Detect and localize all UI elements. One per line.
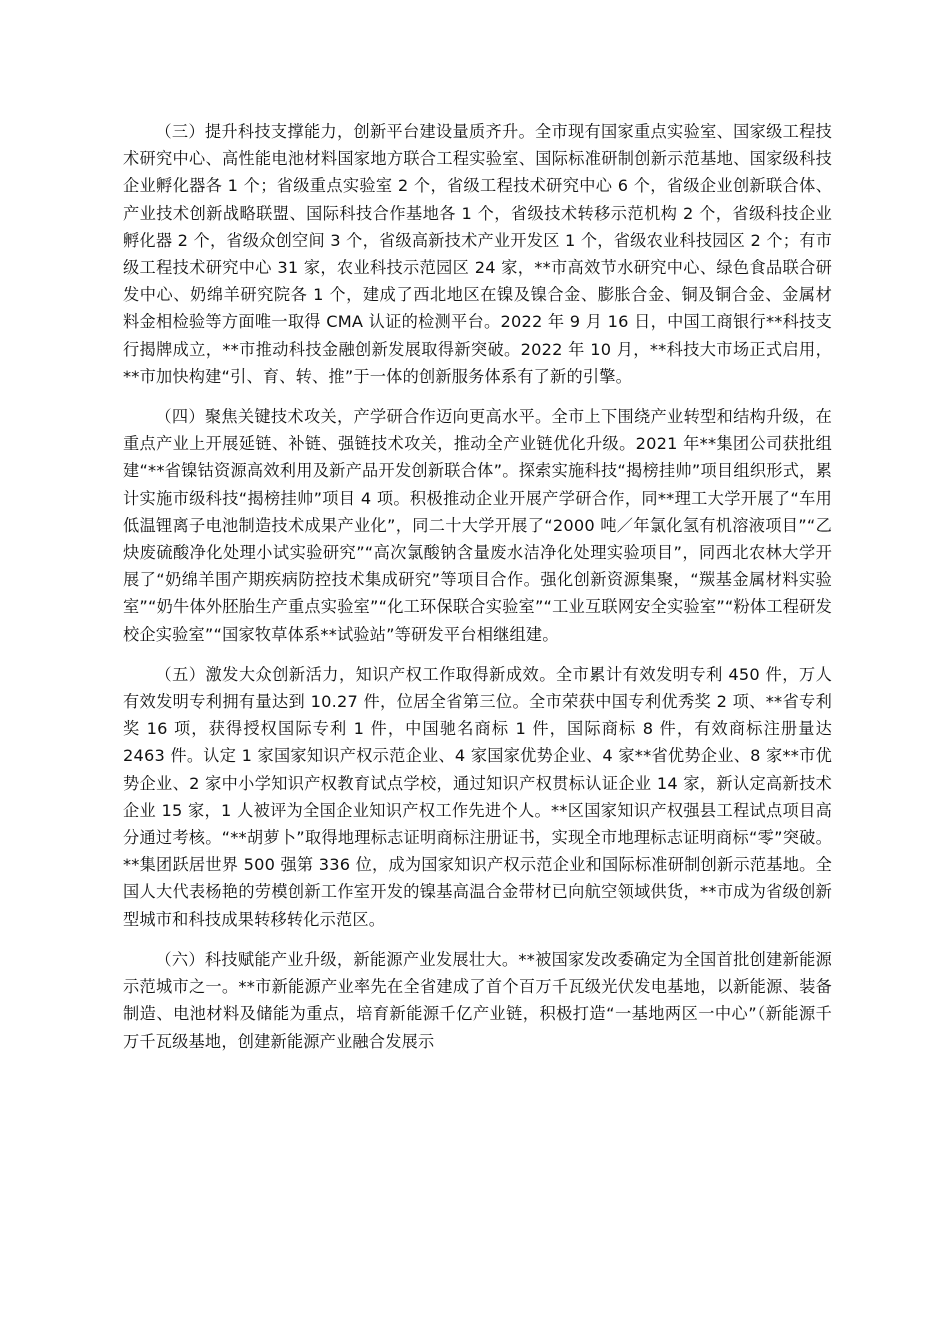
paragraph-new-energy: （六）科技赋能产业升级，新能源产业发展壮大。**被国家发改委确定为全国首批创建新能源示范城市之一。**市新能源产业率先在全省建成了首个百万千瓦级光伏发电基地，以新能源、装备制造、电池材料及储能为重点，培育新能源千亿产业链，积极打造“一基地两区一中心”（新能源千万千瓦级基地，创建新能源产业融合发展示 xyxy=(123,949,832,1051)
paragraph-platform-construction: （三）提升科技支撑能力，创新平台建设量质齐升。全市现有国家重点实验室、国家级工程技术研究中心、高性能电池材料国家地方联合工程实验室、国际标准研制创新示范基地、国家级科技企业孵化器各 1 个；省级重点实验室 2 个，省级工程技术研究中心 6 个，省级企业创新联合体、产业技术创新战略联盟、国际科技合作基地各 1 个，省级技术转移示范机构 2 个，省级科技企业孵化器 2 个，省级众创空间 3 个，省级高新技术产业开发区 1 个，省级农业科技园区 2 个；有市级工程技术研究中心 31 家，农业科技示范园区 24 家，**市高效节水研究中心、绿色食品联合研发中心、奶绵羊研究院各 1 个，建成了西北地区在镍及镍合金、膨胀合金、铜及铜合金、金属材料金相检验等方面唯一取得 CMA 认证的检测平台。2022 年 9 月 16 日，中国工商银行**科技支行揭牌成立，**市推动科技金融创新发展取得新突破。2022 年 10 月，**科技大市场正式启用，**市加快构建“引、育、转、推”于一体的创新服务体系有了新的引擎。 xyxy=(123,122,832,386)
paragraph-intellectual-property: （五）激发大众创新活力，知识产权工作取得新成效。全市累计有效发明专利 450 件，万人有效发明专利拥有量达到 10.27 件，位居全省第三位。全市荣获中国专利优秀奖 2 项、**省专利奖 16 项，获得授权国际专利 1 件，中国驰名商标 1 件，国际商标 8 件，有效商标注册量达 2463 件。认定 1 家国家知识产权示范企业、4 家国家优势企业、4 家**省优势企业、8 家**市优势企业、2 家中小学知识产权教育试点学校，通过知识产权贯标认证企业 14 家，新认定高新技术企业 15 家，1 人被评为全国企业知识产权工作先进个人。**区国家知识产权强县工程试点项目高分通过考核。“**胡萝卜”取得地理标志证明商标注册证书，实现全市地理标志证明商标“零”突破。**集团跃居世界 500 强第 336 位，成为国家知识产权示范企业和国际标准研制创新示范基地。全国人大代表杨艳的劳模创新工作室开发的镍基高温合金带材已向航空领域供货，**市成为省级创新型城市和科技成果转移转化示范区。 xyxy=(123,664,832,929)
paragraph-key-technology: （四）聚焦关键技术攻关，产学研合作迈向更高水平。全市上下围绕产业转型和结构升级，在重点产业上开展延链、补链、强链技术攻关，推动全产业链优化升级。2021 年**集团公司获批组建“**省镍钴资源高效利用及新产品开发创新联合体”。探索实施科技“揭榜挂帅”项目组织形式，累计实施市级科技“揭榜挂帅”项目 4 项。积极推动企业开展产学研合作，同**理工大学开展了“车用低温锂离子电池制造技术成果产业化”，同二十大学开展了“2000 吨／年氯化氢有机溶液项目”“乙炔废硫酸净化处理小试实验研究”“高次氯酸钠含量废水洁净化处理实验项目”，同西北农林大学开展了“奶绵羊围产期疾病防控技术集成研究”等项目合作。强化创新资源集聚，“羰基金属材料实验室”“奶牛体外胚胎生产重点实验室”“化工环保联合实验室”“工业互联网安全实验室”“粉体工程研发校企实验室”“国家牧草体系**试验站”等研发平台相继组建。 xyxy=(123,407,832,644)
